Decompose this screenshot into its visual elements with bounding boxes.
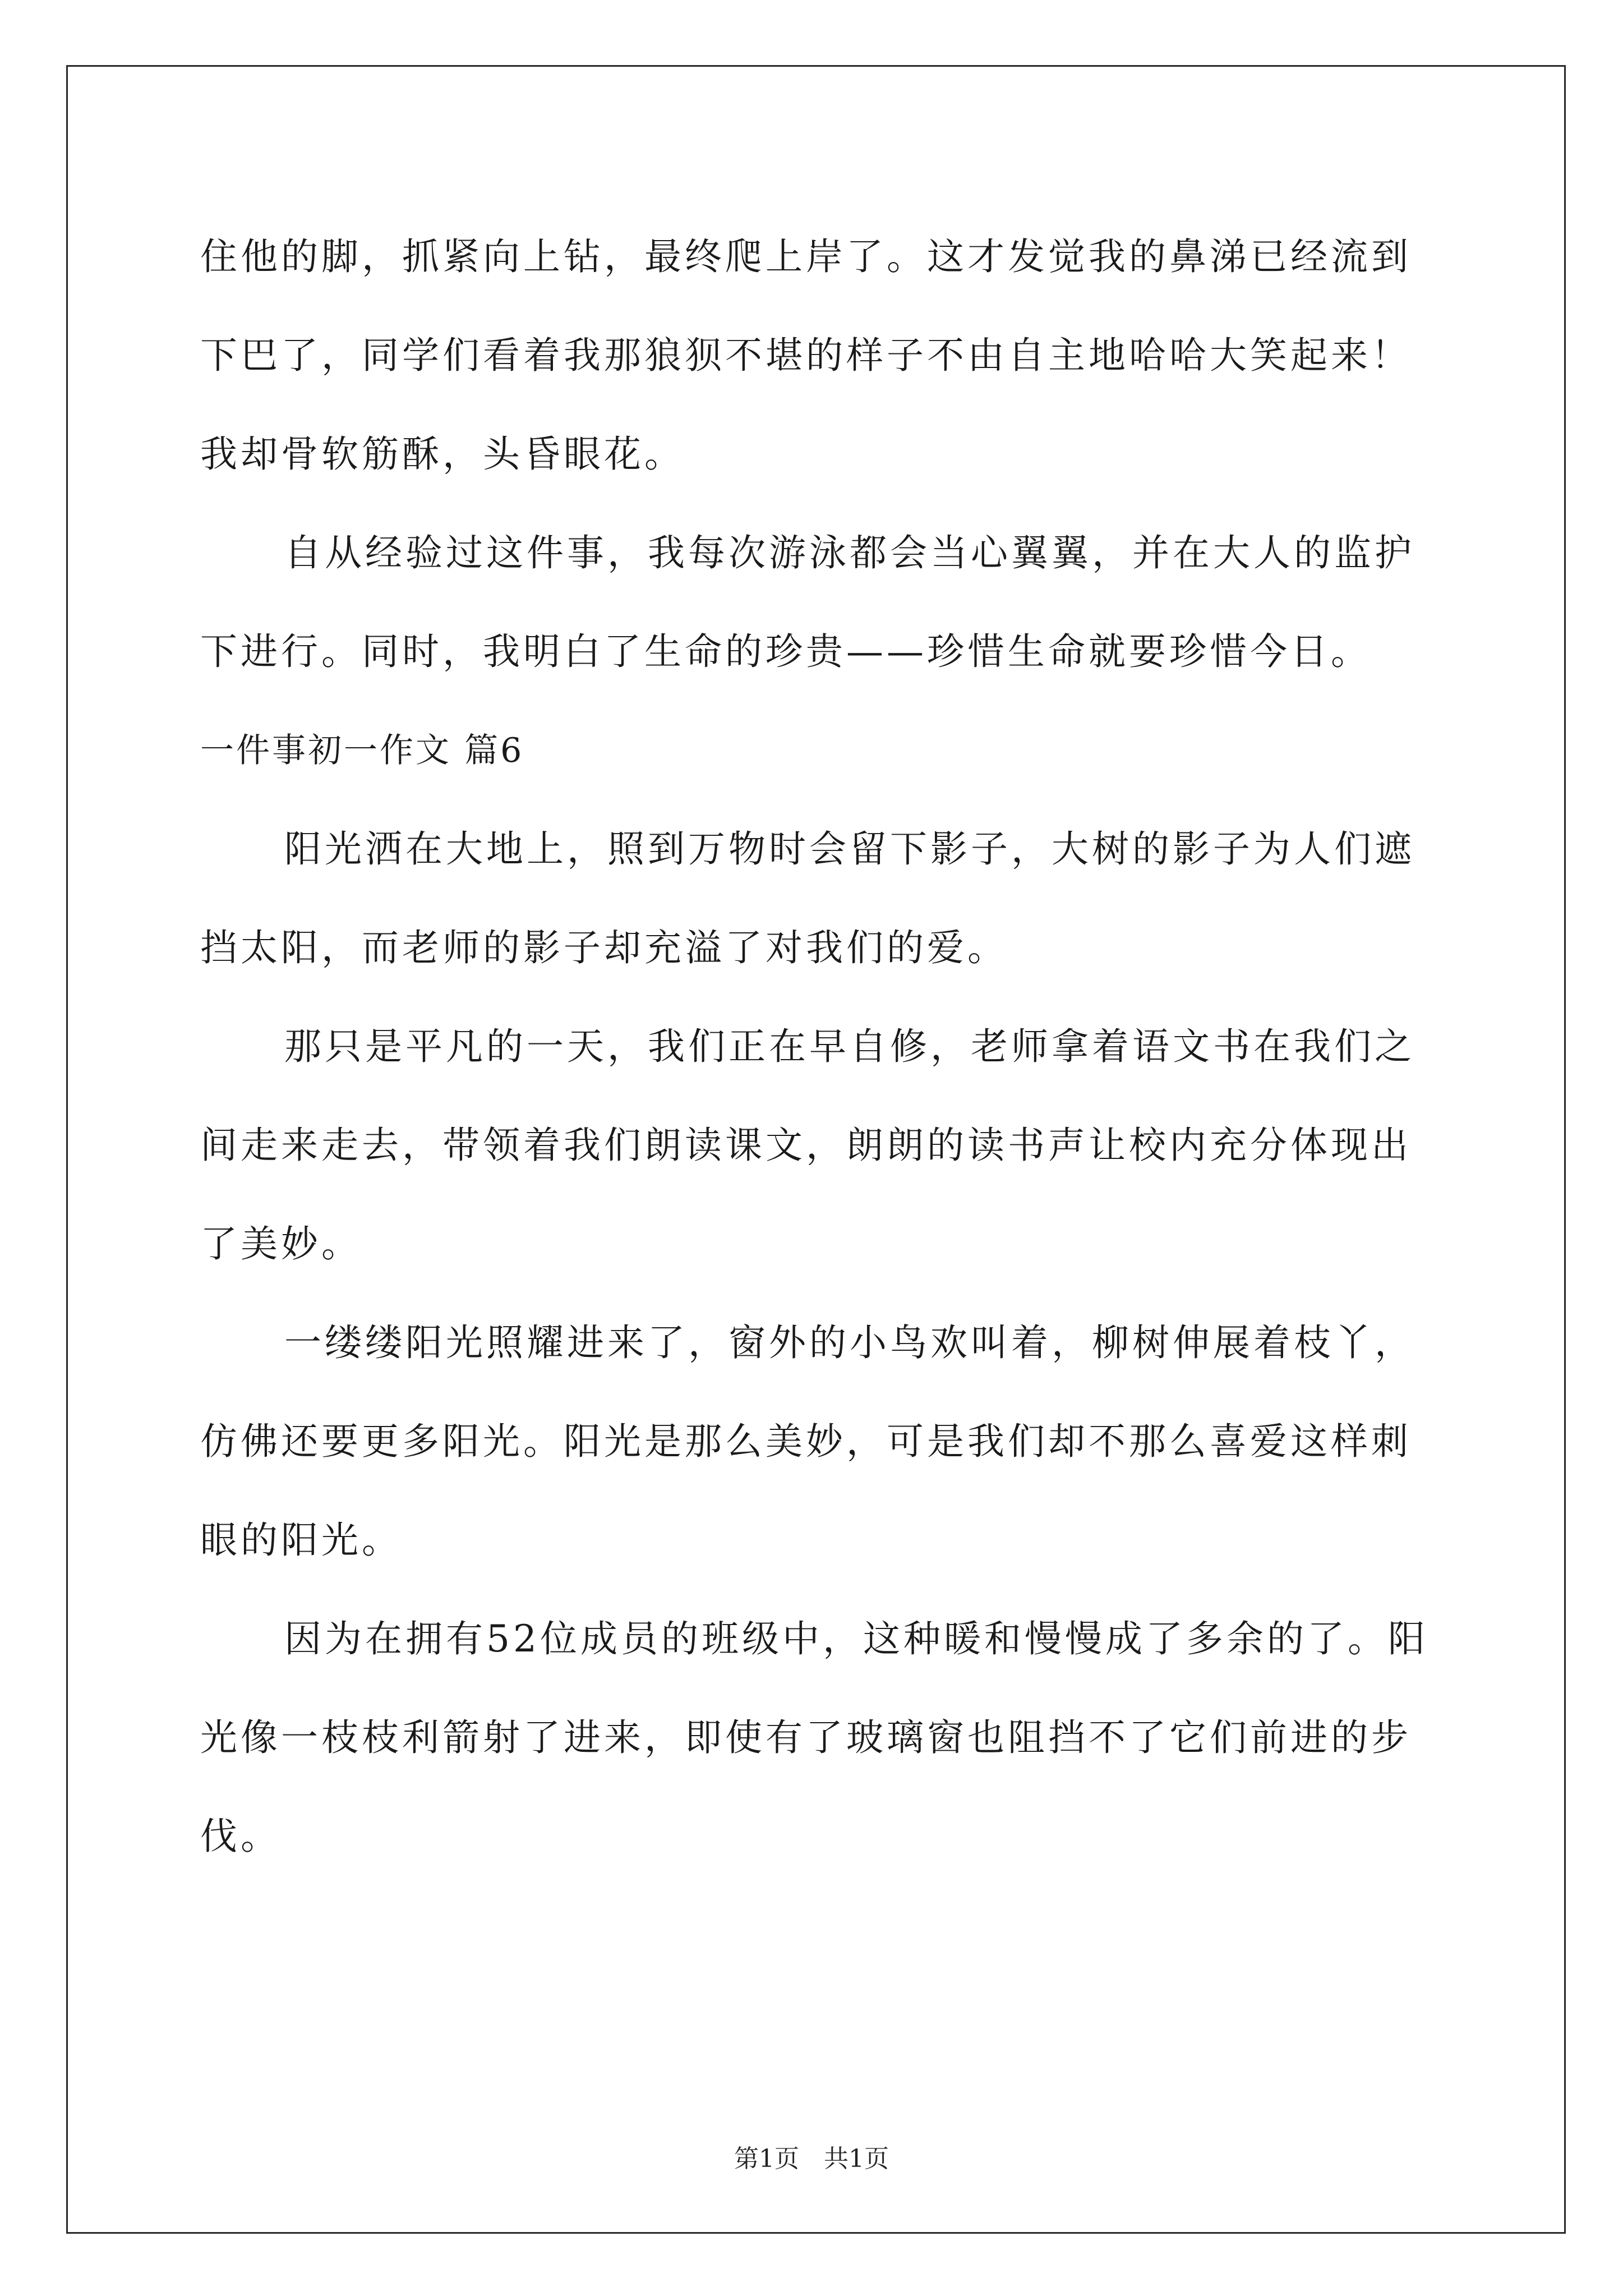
document-body [200,208,1440,1886]
page-number-footer: 第1页 共1页 [734,2145,889,2173]
text-line: 挡太阳，而老师的影子却充溢了对我们的爱。 [200,926,1008,969]
text-line: 仿佛还要更多阳光。阳光是那么美妙，可是我们却不那么喜爱这样刺 [200,1420,1412,1463]
text-line: 间走来走去，带领着我们朗读课文，朗朗的读书声让校内充分体现出 [200,1124,1412,1167]
paragraph-start-line: 自从经验过这件事，我每次游泳都会当心翼翼，并在大人的监护 [284,531,1415,574]
text-line: 光像一枝枝利箭射了进来，即使有了玻璃窗也阻挡不了它们前进的步 [200,1716,1412,1759]
paragraph-start-line: 阳光洒在大地上，照到万物时会留下影子，大树的影子为人们遮 [284,827,1415,871]
paragraph-start-line: 因为在拥有52位成员的班级中，这种暖和慢慢成了多余的了。阳 [284,1617,1428,1660]
text-line: 下巴了，同学们看着我那狼狈不堪的样子不由自主地哈哈大笑起来！ [200,334,1412,377]
text-line: 住他的脚，抓紧向上钻，最终爬上岸了。这才发觉我的鼻涕已经流到 [200,235,1412,278]
text-line: 下进行。同时，我明白了生命的珍贵——珍惜生命就要珍惜今日。 [200,630,1371,673]
paragraph-start-line: 一缕缕阳光照耀进来了，窗外的小鸟欢叫着，柳树伸展着枝丫， [284,1321,1415,1364]
text-line: 了美妙。 [200,1222,362,1266]
text-line: 眼的阳光。 [200,1519,402,1562]
section-heading: 一件事初一作文 篇6 [200,731,524,770]
text-line: 伐。 [200,1815,281,1858]
text-line: 我却骨软筋酥，头昏眼花。 [200,432,685,476]
paragraph-start-line: 那只是平凡的一天，我们正在早自修，老师拿着语文书在我们之 [284,1025,1415,1068]
